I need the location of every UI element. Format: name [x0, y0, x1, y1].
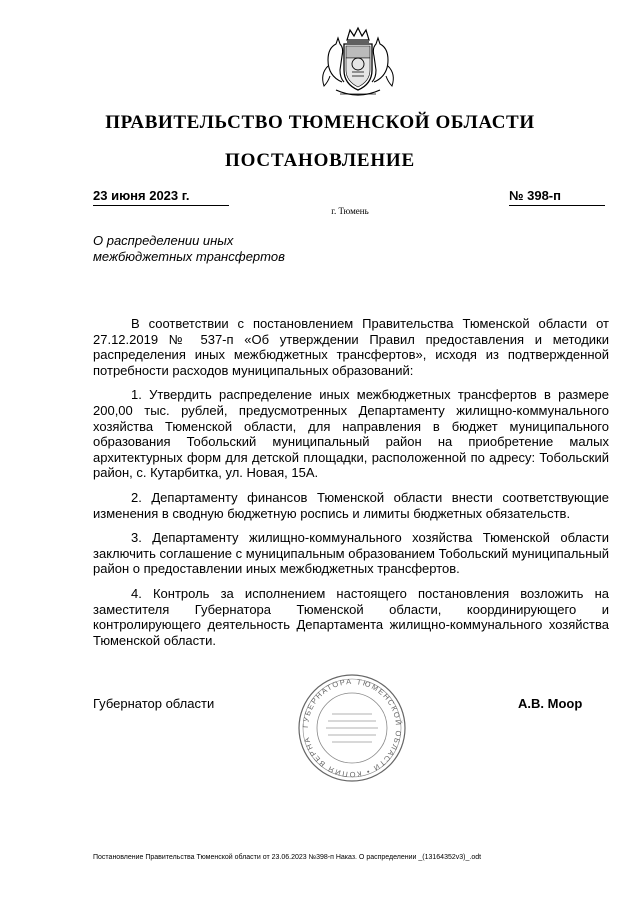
preamble-paragraph: В соответствии с постановлением Правительства Тюменской области от 27.12.2019 № 537-п «Об утверждении Правил предоставления и методики распределения иных межбюджетных трансфертов», исходя из подтвержденной потребности расходов муниципальных образований: [93, 316, 609, 378]
signer-role: Губернатор области [93, 696, 215, 711]
document-type-heading: ПОСТАНОВЛЕНИЕ [225, 150, 415, 171]
official-seal-stamp-icon [296, 672, 408, 784]
document-footer: Постановление Правительства Тюменской области от 23.06.2023 №398-п Наказ. О распределении _(13164352v3)_.odt [93, 854, 482, 861]
signer-name: А.В. Моор [518, 696, 583, 711]
organization-title: ПРАВИТЕЛЬСТВО ТЮМЕНСКОЙ ОБЛАСТИ [105, 112, 535, 133]
coat-of-arms-icon [314, 26, 402, 102]
document-number: № 398-п [509, 188, 605, 206]
subject-line-1: О распределении иных [93, 233, 234, 248]
subject-line-2: межбюджетных трансфертов [93, 249, 285, 264]
document-subject [93, 233, 333, 265]
item-3-paragraph: 3. Департаменту жилищно-коммунального хозяйства Тюменской области заключить соглашение с муниципальным образованием Тобольский муниципальный район о предоставлении иных межбюджетных трансфертов. [93, 530, 609, 577]
document-body [93, 316, 609, 657]
item-4-paragraph: 4. Контроль за исполнением настоящего постановления возложить на заместителя Губернатора Тюменской области, координирующего и контролирующего деятельность Департамента жилищно-коммунального хозяйства Тюменской области. [93, 585, 609, 648]
seal-text: ГУБЕРНАТОРА ТЮМЕНСКОЙ ОБЛАСТИ • КОПИЯ ВЕРНА [300, 676, 404, 780]
item-2-paragraph: 2. Департаменту финансов Тюменской области внести соответствующие изменения в сводную бюджетную роспись и лимиты бюджетных обязательств. [93, 489, 609, 521]
document-city: г. Тюмень [331, 206, 369, 216]
item-1-paragraph: 1. Утвердить распределение иных межбюджетных трансфертов в размере 200,00 тыс. рублей, предусмотренных Департаменту жилищно-коммунального хозяйства Тюменской области, для направления в бюджет муниципального образования Тобольский муниципальный район на приобретение малых архитектурных форм для детской площадки, расположенной по адресу: Тобольский район, с. Кутарбитка, ул. Новая, 15А. [93, 387, 609, 481]
document-date: 23 июня 2023 г. [93, 188, 229, 206]
